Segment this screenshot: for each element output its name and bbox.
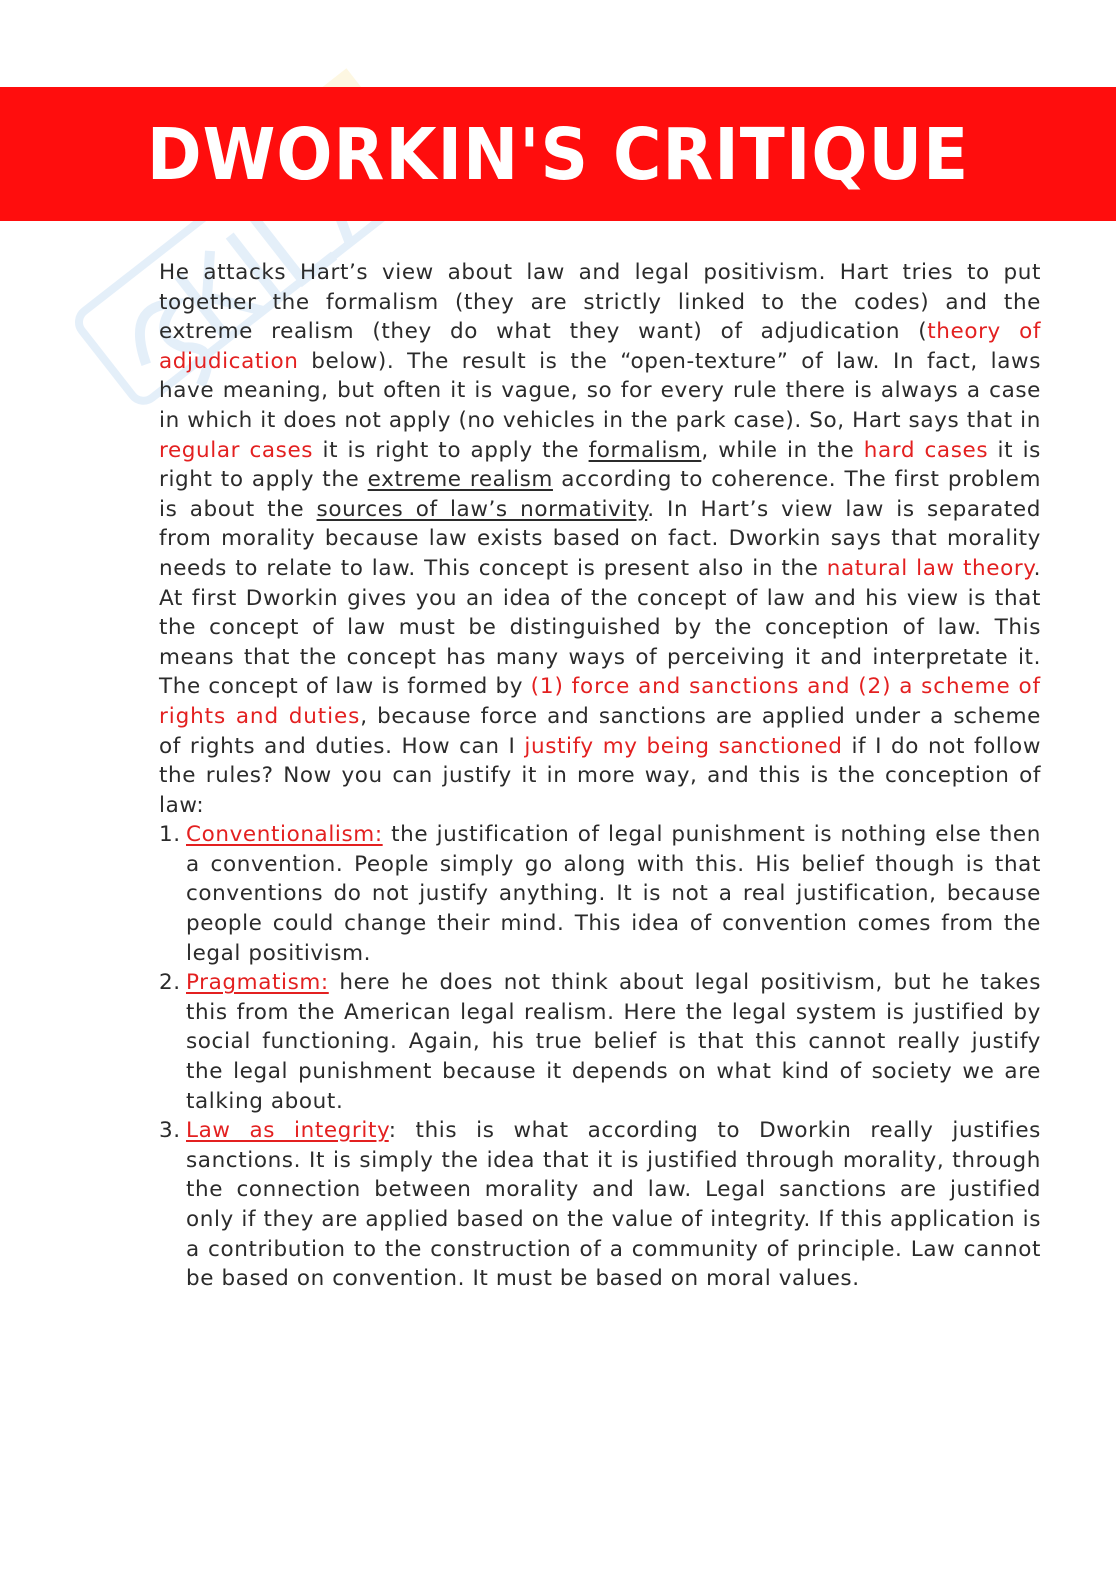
list-item [159,968,1041,1116]
list-number: 3. [159,1118,181,1144]
highlight-hard-cases: hard cases [863,437,989,463]
list-text: here he does not think about legal positivism, but he takes this from the American legal realism. Here the legal system is justified by social functioning. Again, his true belief is that this cannot really justify the legal punishment because it depends on what kind of society we are talking about. [186,970,1041,1114]
highlight-natural-law-theory: natural law theory [826,555,1034,581]
list-item [159,820,1041,968]
text-run: . In Hart’s view law is separated from morality because law exists based on fact. Dworkin says that morality needs to relate to law. This concept is present also in the [159,496,1041,581]
document-body [159,258,1041,1294]
list-text: : this is what according to Dworkin really justifies sanctions. It is simply the idea that it is justified through morality, through the connection between morality and law. Legal sanctions are justified only if they are applied based on the value of integrity. If this application is a contribution to the construction of a community of principle. Law cannot be based on convention. It must be based on moral values. [186,1118,1041,1292]
text-run: , while in the [701,437,864,463]
text-run: according to coherence. The first problem is about the [159,467,1041,522]
list-item [159,1116,1041,1294]
list-term: Conventionalism: [186,822,383,848]
text-run: , because force and sanctions are applied under a scheme of rights and duties. How can I [159,703,1041,759]
list-number: 1. [159,822,181,848]
text-run: He attacks Hart’s view about law and legal positivism. Hart tries to put together the formalism (they are strictly linked to the codes) and the extreme realism (they do what they want) of adjudication ( [159,260,1041,345]
list-term: Law as integrity [186,1118,389,1144]
highlight-justify-sanction: justify my being sanctioned [524,733,843,759]
conceptions-list [159,820,1041,1294]
text-run: it is right to apply the [159,437,1041,493]
text-run: . At first Dworkin gives you an idea of the concept of law and his view is that the concept of law must be distinguished by the conception of law. This means that the concept has many ways of perceiving it and interpretate it. The concept of law is formed by [159,555,1041,700]
title-banner [0,87,1116,221]
highlight-theory-of-adjudication: theory of adjudication [159,319,1041,374]
highlight-regular-cases: regular cases [159,437,314,463]
text-run: it is right to apply the [313,437,589,463]
list-term: Pragmatism: [186,970,329,996]
underline-extreme-realism: extreme realism [367,467,553,493]
highlight-concept-of-law-components: (1) force and sanctions and (2) a scheme of rights and duties [159,674,1041,729]
list-text: the justification of legal punishment is nothing else then a convention. People simply go along with this. His belief though is that conventions do not justify anything. It is not a real justification, because people could change their mind. This idea of convention comes from the legal positivism. [186,822,1041,966]
intro-paragraph [159,258,1041,820]
text-run: if I do not follow the rules? Now you can justify it in more way, and this is the conception of law: [159,733,1041,818]
text-run: below). The result is the “open-texture” of law. In fact, laws have meaning, but often it is vague, so for every rule there is always a case in which it does not apply (no vehicles in the park case). So, Hart says that in [159,348,1041,433]
underline-sources-of-normativity: sources of law’s normativity [316,496,648,522]
page-title: DWORKIN'S CRITIQUE [146,112,970,196]
underline-formalism: formalism [588,437,702,463]
list-number: 2. [159,970,181,996]
